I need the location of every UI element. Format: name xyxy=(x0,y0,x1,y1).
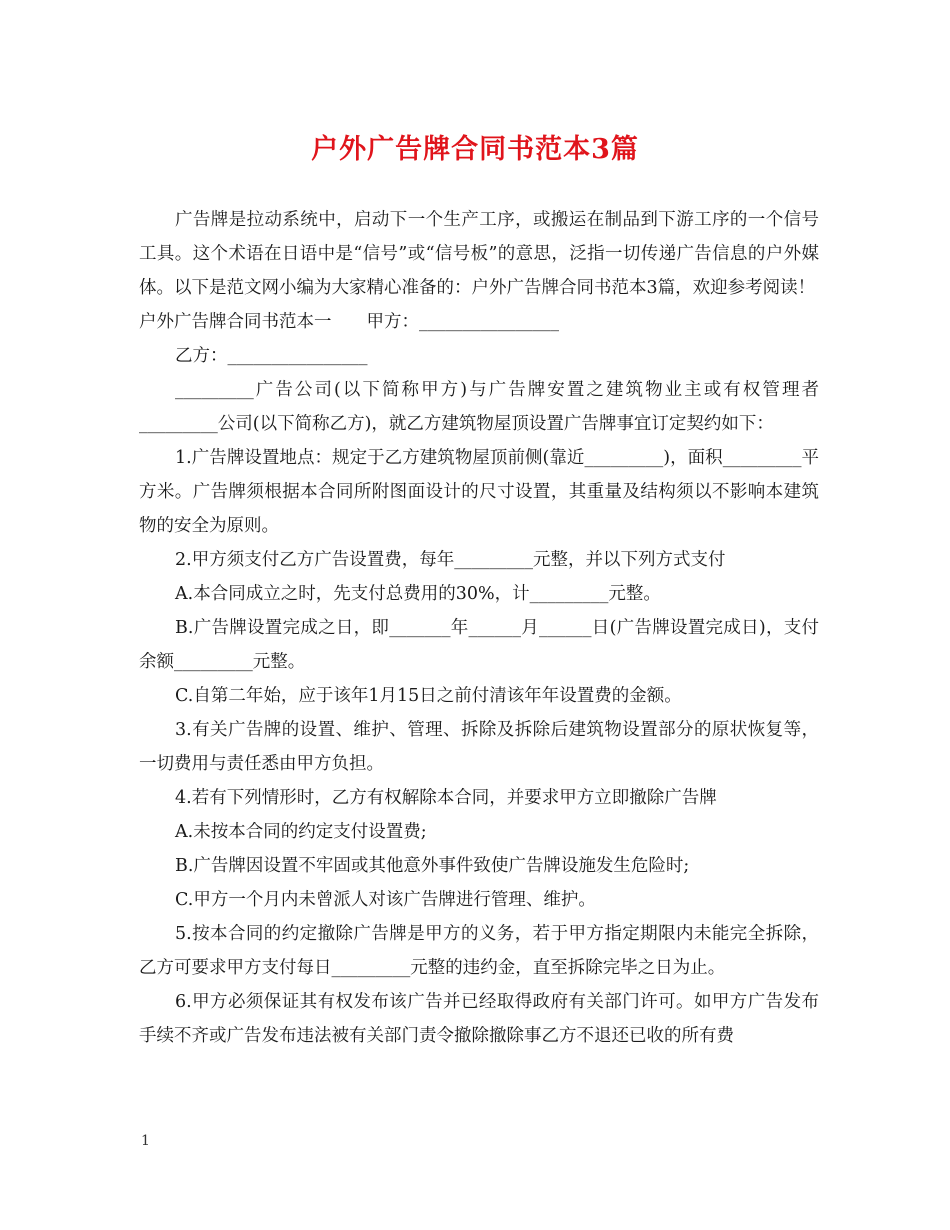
paragraph-clause-4a: A.未按本合同的约定支付设置费; xyxy=(175,822,427,842)
paragraph-intro: 广告牌是拉动系统中，启动下一个生产工序，或搬运在制品到下游工序的一个信号工具。这个术语在日语中是“信号”或“信号板”的意思，泛指一切传递广告信息的户外媒体。以下是范文网小编为大家精心准备的：户外广告牌合同书范本3篇，欢迎参考阅读！ xyxy=(139,210,819,298)
paragraph-clause-4c: C.甲方一个月内未曾派人对该广告牌进行管理、维护。 xyxy=(175,890,596,910)
paragraph-party-b: 乙方：________________ xyxy=(175,346,368,366)
paragraph-contract-heading: 户外广告牌合同书范本一 甲方：________________ xyxy=(139,312,559,332)
paragraph-clause-1: 1.广告牌设置地点：规定于乙方建筑物屋顶前侧(靠近_________)，面积_________平方米。广告牌须根据本合同所附图面设计的尺寸设置，其重量及结构须以不影响本建筑物的安全为原则。 xyxy=(139,448,819,536)
paragraph-clause-4b: B.广告牌因设置不牢固或其他意外事件致使广告牌设施发生危险时; xyxy=(175,856,690,876)
document-title: 户外广告牌合同书范本3篇 xyxy=(311,134,639,165)
paragraph-clause-6: 6.甲方必须保证其有权发布该广告并已经取得政府有关部门许可。如甲方广告发布手续不齐或广告发布违法被有关部门责令撤除撤除事乙方不退还已收的所有费 xyxy=(139,992,819,1046)
paragraph-clause-2: 2.甲方须支付乙方广告设置费，每年_________元整，并以下列方式支付 xyxy=(175,550,726,570)
paragraph-clause-2c: C.自第二年始，应于该年1月15日之前付清该年年设置费的金额。 xyxy=(175,686,682,706)
paragraph-clause-5: 5.按本合同的约定撤除广告牌是甲方的义务，若于甲方指定期限内未能完全拆除，乙方可要求甲方支付每日_________元整的违约金，直至拆除完毕之日为止。 xyxy=(139,924,819,978)
paragraph-clause-4: 4.若有下列情形时，乙方有权解除本合同，并要求甲方立即撤除广告牌 xyxy=(175,788,717,808)
document-body xyxy=(139,203,819,1053)
paragraph-parties: _________广告公司(以下简称甲方)与广告牌安置之建筑物业主或有权管理者_________公司(以下简称乙方)，就乙方建筑物屋顶设置广告牌事宜订定契约如下： xyxy=(139,380,819,434)
paragraph-clause-3: 3.有关广告牌的设置、维护、管理、拆除及拆除后建筑物设置部分的原状恢复等，一切费用与责任悉由甲方负担。 xyxy=(139,720,819,774)
paragraph-clause-2b: B.广告牌设置完成之日，即_______年______月______日(广告牌设置完成日)，支付余额_________元整。 xyxy=(139,618,819,672)
paragraph-clause-2a: A.本合同成立之时，先支付总费用的30%，计_________元整。 xyxy=(175,584,661,604)
page-number: 1 xyxy=(141,1133,150,1149)
